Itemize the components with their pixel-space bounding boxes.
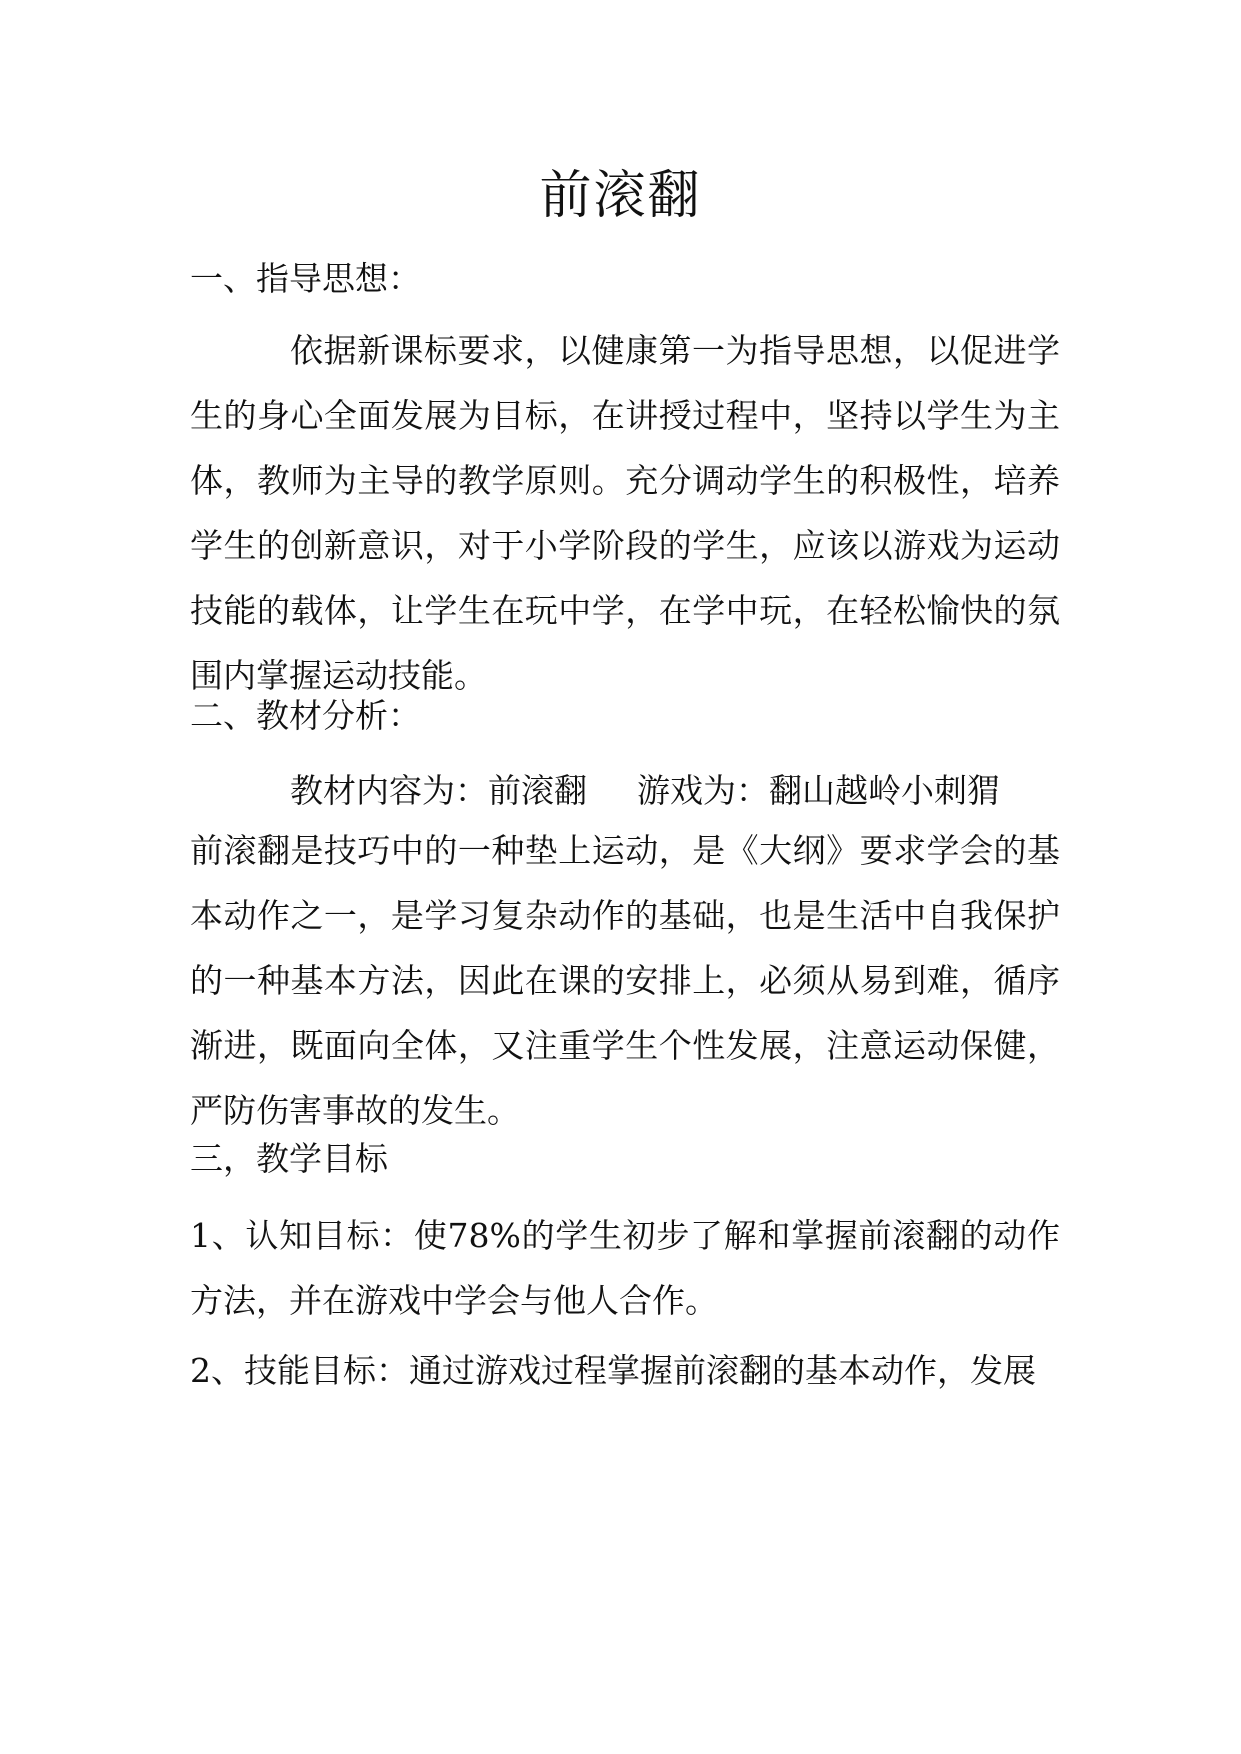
material-analysis-paragraph: 前滚翻是技巧中的一种垫上运动，是《大纲》要求学会的基本动作之一，是学习复杂动作的基础，也是生活中自我保护的一种基本方法，因此在课的安排上，必须从易到难，循序渐进，既面向全体，又注重学生个性发展，注意运动保健，严防伤害事故的发生。 xyxy=(190,831,1060,1130)
game-label: 游戏为：翻山越岭小刺猬 xyxy=(637,771,1000,810)
material-content-label: 教材内容为：前滚翻 xyxy=(290,771,587,810)
guiding-ideology-paragraph: 依据新课标要求，以健康第一为指导思想，以促进学生的身心全面发展为目标，在讲授过程中，坚持以学生为主体，教师为主导的教学原则。充分调动学生的积极性，培养学生的创新意识，对于小学阶段的学生，应该以游戏为运动技能的载体，让学生在玩中学，在学中玩，在轻松愉快的氛围内掌握运动技能。 xyxy=(190,331,1060,695)
cognitive-goal-paragraph: 1、认知目标：使78%的学生初步了解和掌握前滚翻的动作方法，并在游戏中学会与他人合作。 xyxy=(190,1216,1060,1320)
material-content-line xyxy=(190,758,1060,823)
section-heading-guiding-ideology: 一、指导思想： xyxy=(190,259,421,298)
section-heading-material-analysis: 二、教材分析： xyxy=(190,696,421,735)
document-title: 前滚翻 xyxy=(539,166,702,226)
skill-goal-paragraph: 2、技能目标：通过游戏过程掌握前滚翻的基本动作，发展 xyxy=(190,1351,1036,1390)
section-heading-teaching-goals: 三，教学目标 xyxy=(190,1139,388,1178)
